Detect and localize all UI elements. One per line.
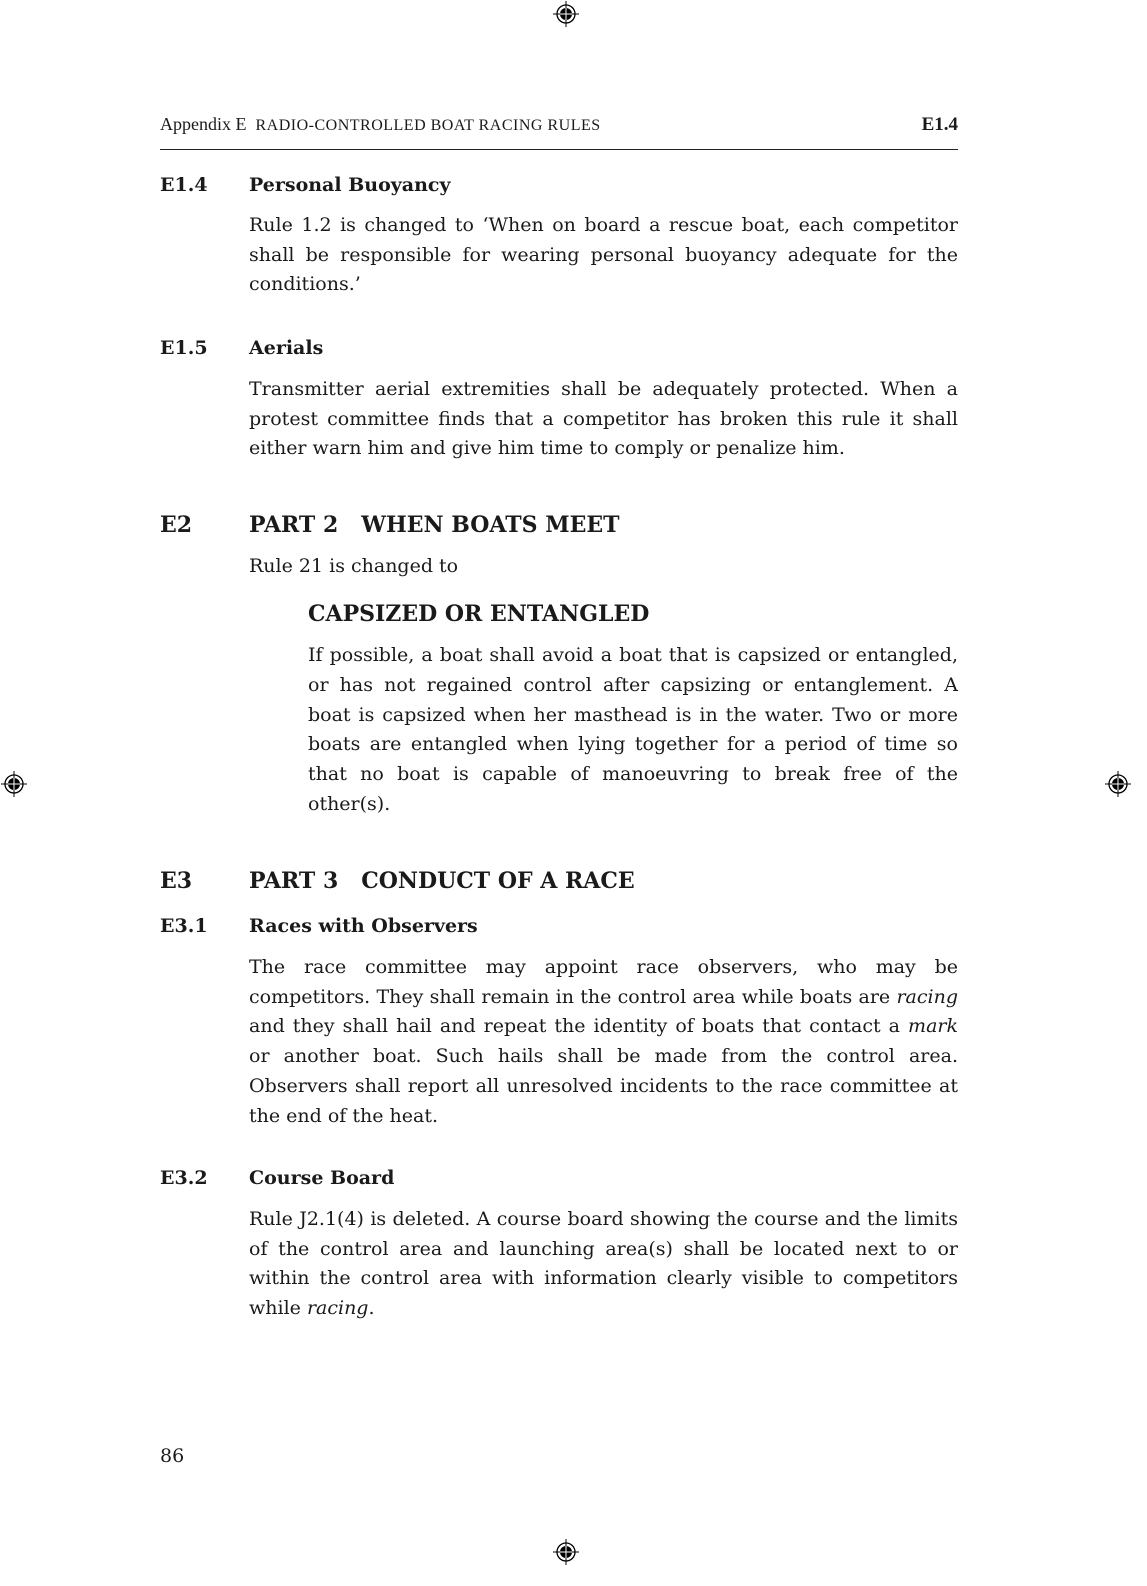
section-title: Aerials: [249, 337, 324, 359]
part-title: WHEN BOATS MEET: [361, 512, 620, 538]
defined-term: mark: [908, 1015, 958, 1038]
part-heading: [249, 868, 635, 894]
header-title: RADIO-CONTROLLED BOAT RACING RULES: [255, 117, 601, 134]
header-rule: [160, 149, 958, 150]
text: Rule J2.1(4) is deleted. A course board showing the course and the limits of the control area and launching area(s) shall be located next to or within the control area with information clearly visible to competitors while: [249, 1208, 958, 1320]
section-number: E1.4: [160, 174, 208, 196]
section-title: Course Board: [249, 1167, 395, 1189]
section-number: E3.2: [160, 1167, 208, 1189]
part-label: PART 2: [249, 512, 339, 538]
section-body: [249, 953, 958, 1131]
section-number: E1.5: [160, 337, 208, 359]
part-label: PART 3: [249, 868, 339, 894]
defined-term: racing: [896, 985, 958, 1008]
text: The race committee may appoint race observers, who may be competitors. They shall remain in the control area while boats are: [249, 956, 958, 1008]
section-title: Personal Buoyancy: [249, 174, 451, 196]
header-section: E1.4: [921, 114, 958, 135]
text: or another boat. Such hails shall be made from the control area. Observers shall report all unresolved incidents to the race committee at the end of the heat.: [249, 1045, 958, 1127]
rule-body: If possible, a boat shall avoid a boat that is capsized or entangled, or has not regained control after capsizing or entanglement. A boat is capsized when her masthead is in the water. Two or more boats are entangled when lying together for a period of time so that no boat is capable of manoeuvring to break free of the other(s).: [308, 644, 958, 815]
section-number: E3.1: [160, 915, 208, 937]
part-number: E3: [160, 868, 193, 894]
part-heading: [249, 512, 619, 538]
registration-mark-icon: [1105, 771, 1131, 797]
part-number: E2: [160, 512, 193, 538]
defined-term: racing: [306, 1297, 369, 1320]
running-header: [160, 114, 601, 135]
section-intro: Rule 21 is changed to: [249, 555, 459, 577]
rule-title: CAPSIZED OR ENTANGLED: [308, 601, 650, 627]
section-body: Rule 1.2 is changed to ‘When on board a rescue boat, each competitor shall be responsible for wearing personal buoyancy adequate for the conditions.’: [249, 214, 958, 296]
text: and they shall hail and repeat the identity of boats that contact a: [249, 1015, 909, 1038]
appendix-label: Appendix E: [160, 114, 247, 134]
registration-mark-icon: [553, 1, 579, 27]
registration-mark-icon: [553, 1539, 579, 1565]
section-title: Races with Observers: [249, 915, 478, 937]
page-number: 86: [160, 1445, 185, 1467]
section-body: Transmitter aerial extremities shall be adequately protected. When a protest committee finds that a competitor has broken this rule it shall either warn him and give him time to comply or penalize him.: [249, 378, 958, 460]
section-body: [249, 1205, 958, 1324]
part-title: CONDUCT OF A RACE: [361, 868, 635, 894]
text: .: [368, 1297, 375, 1320]
registration-mark-icon: [1, 771, 27, 797]
